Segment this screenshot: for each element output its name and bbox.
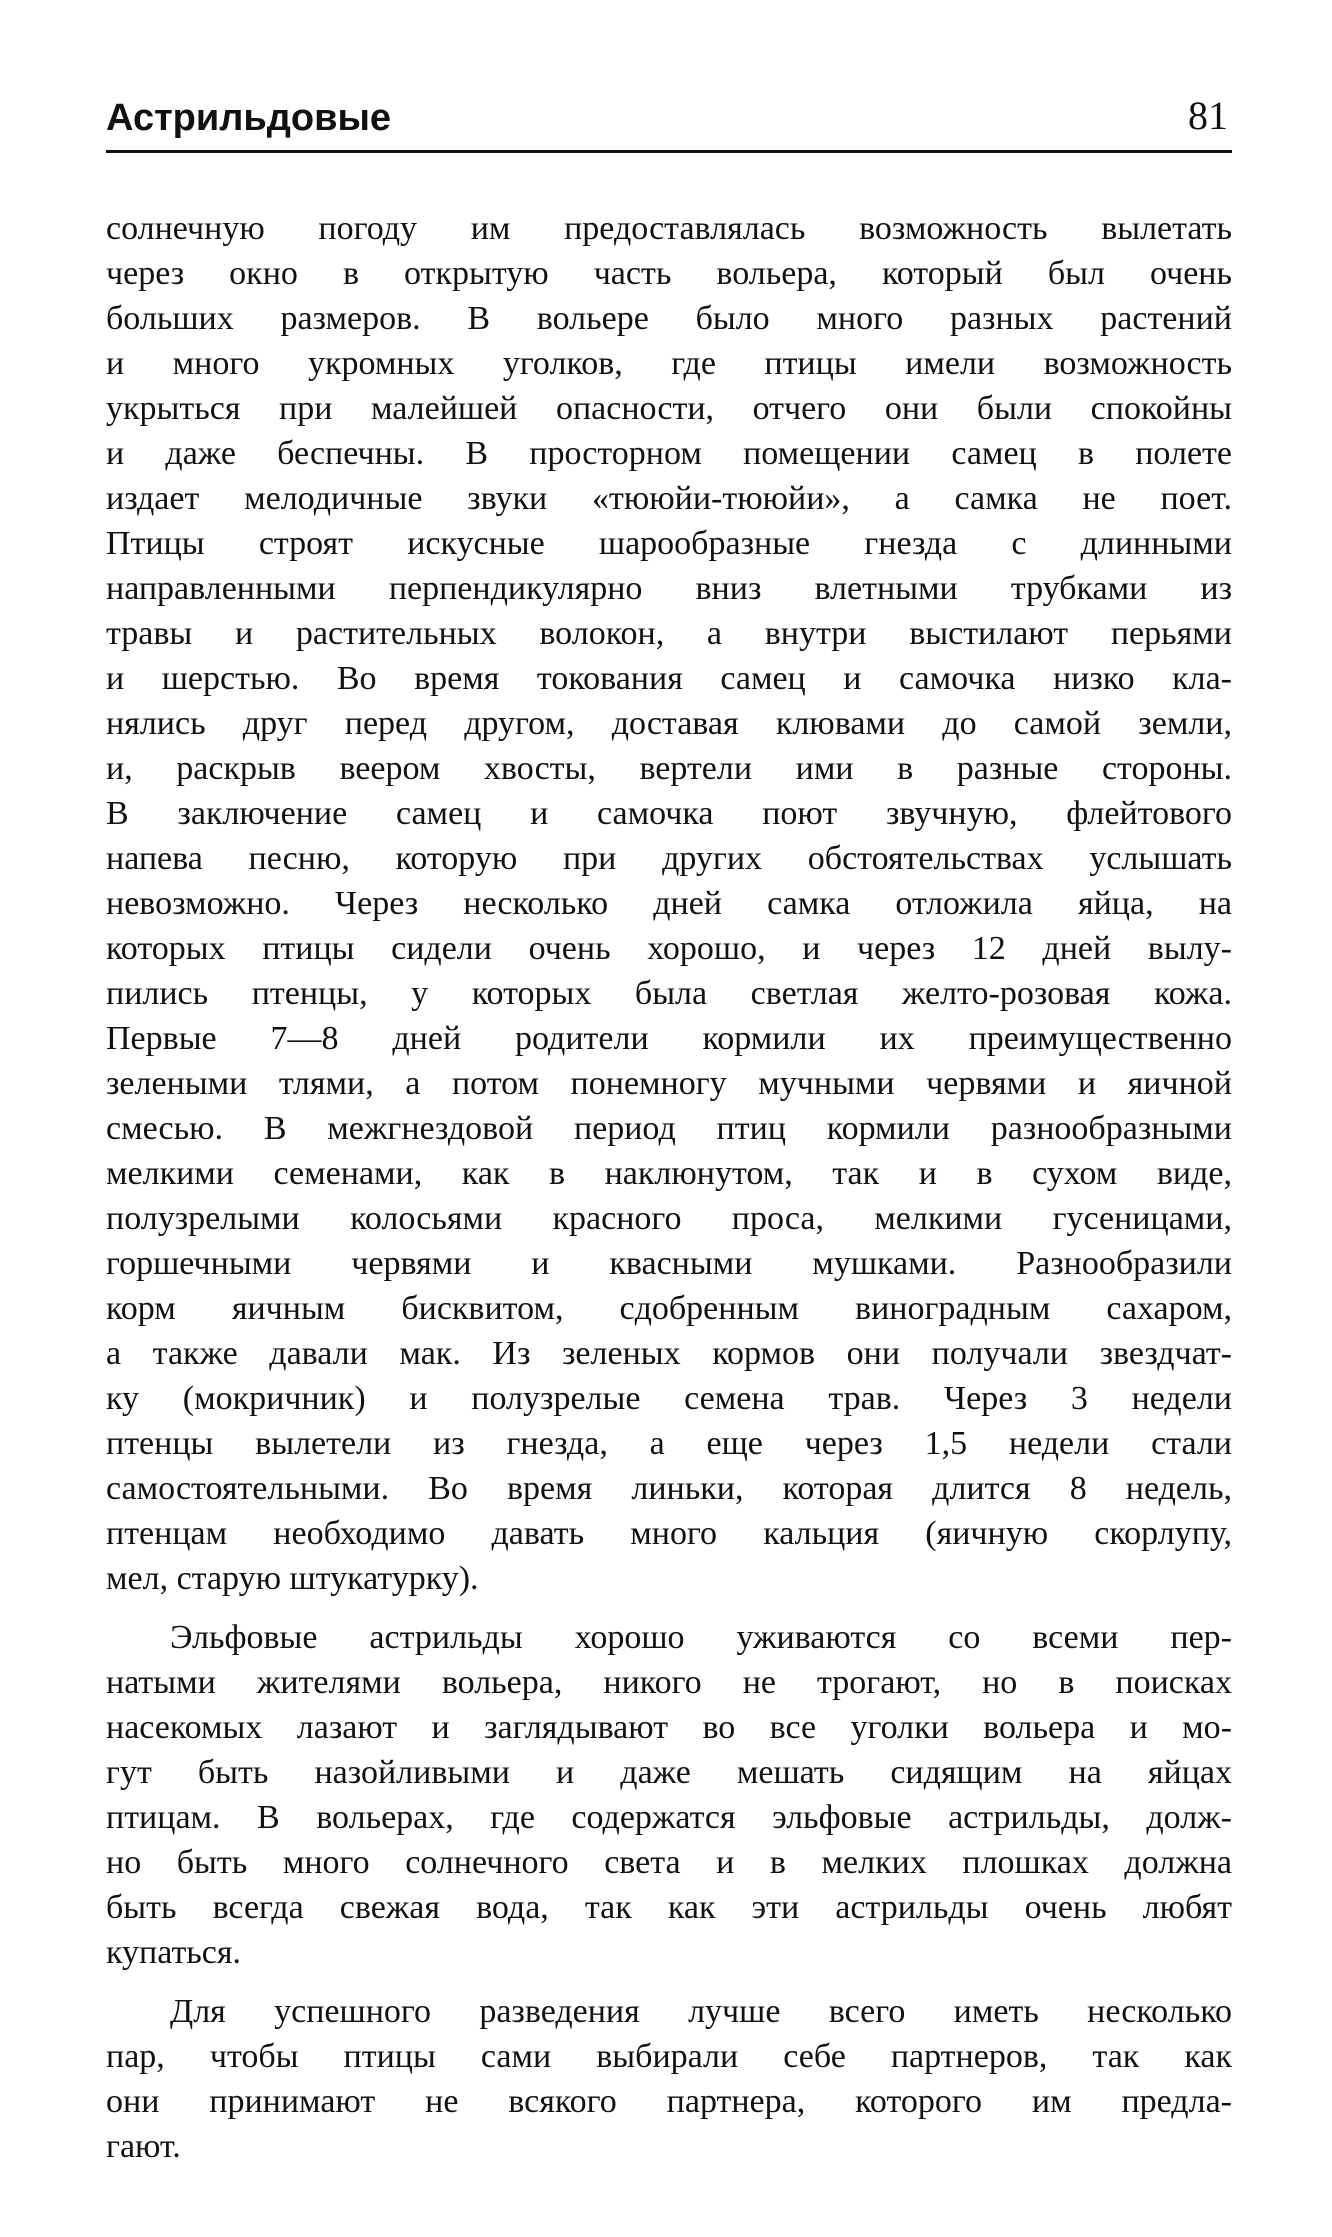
text-line: которых птицы сидели очень хорошо, и через 12 дней вылу- [106, 930, 1232, 967]
body-text [106, 206, 1232, 2169]
text-line: они принимают не всякого партнера, которого им предла- [106, 2083, 1232, 2120]
text-line: невозможно. Через несколько дней самка отложила яйца, на [106, 885, 1232, 922]
text-line: птенцы вылетели из гнезда, а еще через 1,5 недели стали [106, 1425, 1232, 1462]
text-line: горшечными червями и квасными мушками. Разнообразили [106, 1245, 1232, 1282]
text-line: пар, чтобы птицы сами выбирали себе партнеров, так как [106, 2038, 1232, 2075]
text-line: самостоятельными. Во время линьки, которая длится 8 недель, [106, 1470, 1232, 1507]
text-line: а также давали мак. Из зеленых кормов они получали звездчат- [106, 1335, 1232, 1372]
text-line: и много укромных уголков, где птицы имели возможность [106, 345, 1232, 382]
text-line: В заключение самец и самочка поют звучную, флейтового [106, 795, 1232, 832]
text-line: зелеными тлями, а потом понемногу мучными червями и яичной [106, 1065, 1232, 1102]
text-line: травы и растительных волокон, а внутри выстилают перьями [106, 615, 1232, 652]
text-line: через окно в открытую часть вольера, который был очень [106, 255, 1232, 292]
text-line: укрыться при малейшей опасности, отчего они были спокойны [106, 390, 1232, 427]
text-line: но быть много солнечного света и в мелких плошках должна [106, 1844, 1232, 1881]
text-line: больших размеров. В вольере было много разных растений [106, 300, 1232, 337]
paragraph-1 [106, 206, 1232, 1601]
text-line: Первые 7—8 дней родители кормили их преимущественно [106, 1020, 1232, 1057]
text-line: напева песню, которую при других обстоятельствах услышать [106, 840, 1232, 877]
text-line: издает мелодичные звуки «тююйи-тююйи», а самка не поет. [106, 480, 1232, 517]
running-header [106, 88, 1232, 153]
text-line: ку (мокричник) и полузрелые семена трав. Через 3 недели [106, 1380, 1232, 1417]
text-line: быть всегда свежая вода, так как эти астрильды очень любят [106, 1889, 1232, 1926]
text-line: и даже беспечны. В просторном помещении самец в полете [106, 435, 1232, 472]
running-title: Астрильдовые [106, 97, 392, 139]
page-number: 81 [1188, 93, 1228, 138]
text-line: солнечную погоду им предоставлялась возможность вылетать [106, 210, 1232, 247]
text-line: натыми жителями вольера, никого не трогают, но в поисках [106, 1664, 1232, 1701]
text-line: гут быть назойливыми и даже мешать сидящим на яйцах [106, 1754, 1232, 1791]
text-line: птенцам необходимо давать много кальция (яичную скорлупу, [106, 1515, 1232, 1552]
text-line: смесью. В межгнездовой период птиц кормили разнообразными [106, 1110, 1232, 1147]
text-line: корм яичным бисквитом, сдобренным виноградным сахаром, [106, 1290, 1232, 1327]
text-line: птицам. В вольерах, где содержатся эльфовые астрильды, долж- [106, 1799, 1232, 1836]
text-line: пились птенцы, у которых была светлая желто-розовая кожа. [106, 975, 1232, 1012]
text-line: и, раскрыв веером хвосты, вертели ими в разные стороны. [106, 750, 1232, 787]
text-line: насекомых лазают и заглядывают во все уголки вольера и мо- [106, 1709, 1232, 1746]
text-line: Птицы строят искусные шарообразные гнезда с длинными [106, 525, 1232, 562]
text-line: гают. [106, 2128, 181, 2165]
text-line: мелкими семенами, как в наклюнутом, так и в сухом виде, [106, 1155, 1232, 1192]
text-line: купаться. [106, 1934, 242, 1971]
text-line: и шерстью. Во время токования самец и самочка низко кла- [106, 660, 1232, 697]
text-line: направленными перпендикулярно вниз влетными трубками из [106, 570, 1232, 607]
paragraph-2 [106, 1615, 1232, 1975]
text-line: нялись друг перед другом, доставая клювами до самой земли, [106, 705, 1232, 742]
text-line: Для успешного разведения лучше всего иметь несколько [170, 1993, 1232, 2030]
text-line: мел, старую штукатурку). [106, 1560, 479, 1597]
text-line: полузрелыми колосьями красного проса, мелкими гусеницами, [106, 1200, 1232, 1237]
paragraph-3 [106, 1989, 1232, 2169]
text-line: Эльфовые астрильды хорошо уживаются со всеми пер- [170, 1619, 1232, 1656]
